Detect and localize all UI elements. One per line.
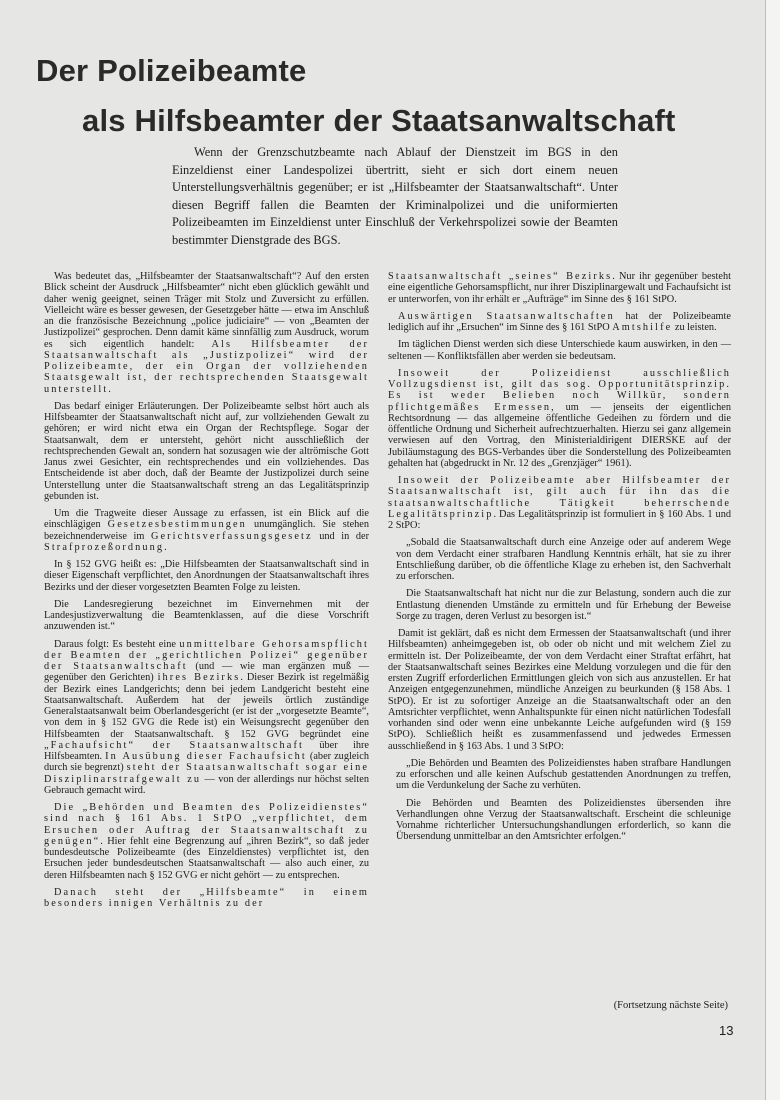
text-segment: Damit ist geklärt, daß es nicht dem Ermessen der Staatsanwaltschaft (und ihrer Hilfsbeamten) anheimgegeben ist, ob oder ob nicht und mit welchem Ziel zu ermitteln ist. Der Polizeibeamte, der von dem Verdacht einer Straftat erfährt, hat der Staatsanwaltschaft seines Bezirkes eine Meldung vorzulegen und die für den ersten Zugriff erforderlichen Ermittlungen gleich von sich aus anzustellen. Er hat Anzeigen entgegenzunehmen, mündliche Anzeigen zu beurkunden (§ 158 Abs. 1 StPO). Er ist zu sofortiger Anzeige an die Staatsanwaltschaft oder an den Amtsrichter verpflichtet, wenn Anhaltspunkte für einen nicht natürlichen Todesfall vorhanden sind oder wenn eine unbekannte Leiche aufgefunden wird (§ 159 StPO). Schließlich heißt es zusammenfassend und jedwedes Ermessen ausschließend in § 163 Abs. 1 und 3 StPO:: [388, 628, 731, 752]
paragraph: [388, 339, 731, 362]
emphasized-text: Strafprozeßordnung: [44, 541, 165, 553]
text-segment: „Die Behörden und Beamten des Polizeidienstes haben strafbare Handlungen zu erforschen und alle keinen Aufschub gestattenden Anordnungen zu treffen, um die Verdunkelung der Sache zu verhüten.: [396, 757, 731, 792]
text-segment: (aber zugleich durch sie begrenzt): [44, 751, 369, 774]
emphasized-text: Als Hilfsbeamter der Staatsanwaltschaft als „Justizpolizei“ wird der Polizeibeamte, der ein Organ der vollziehenden Staatsgewalt ist, der rechtsprechenden Staatsgewalt unterstellt.: [44, 338, 369, 395]
emphasized-text: Die „Behörden und Beamten des Polizeidienstes“ sind nach § 161 Abs. 1 StPO „verpflichtet, dem Ersuchen oder Auftrag der Staatsanwaltschaft zu genügen“: [44, 802, 369, 847]
intro-paragraph: Wenn der Grenzschutzbeamte nach Ablauf der Dienstzeit im BGS in den Einzeldienst einer Landespolizei übertritt, sieht er sich dort einem neuen Unterstellungsverhältnis gegenüber; er ist „Hilfsbeamter der Staatsanwaltschaft“. Unter diesen Begriff fallen die Beamten der Kriminalpolizei und die uniformierten Polizeibeamten im Einzeldienst unter Einschluß der Verkehrspolizei sowie der Beamten bestimmter Dienstgrade des BGS.: [172, 145, 618, 247]
text-segment: über ihre Hilfsbeamten.: [44, 739, 369, 762]
text-segment: Die Landesregierung bezeichnet im Einvernehmen mit der Landesjustizverwaltung die Beamtenklassen, auf die diese Vorschrift anzuwenden ist.“: [44, 598, 369, 633]
text-segment: . Nur ihr gegenüber besteht eine eigentliche Gehorsamspflicht, nur ihrer Disziplinargewalt und Fachaufsicht ist er unterworfen, von ihr erhält er „Aufträge“ im Sinne des § 161 StPO.: [388, 271, 731, 305]
paragraph: [388, 368, 731, 469]
continuation-note: (Fortsetzung nächste Seite): [613, 1000, 728, 1011]
text-segment: Im täglichen Dienst werden sich diese Unterschiede kaum auswirken, in den — seltenen — Konfliktsfällen aber werden sie bedeutsam.: [388, 339, 731, 362]
text-segment: unumgänglich. Sie stehen bezeichnenderweise im: [44, 519, 370, 542]
paragraph: [44, 271, 369, 395]
emphasized-text: Insoweit der Polizeibeamte aber Hilfsbeamter der Staatsanwaltschaft ist, gilt auch für ihn das die staatsanwaltschaftliche Tätigkeit beherrschende Legalitätsprinzip: [388, 475, 731, 520]
paragraph: [388, 271, 731, 305]
emphasized-text: unmittelbare Gehorsamspflicht der Beamten der „gerichtlichen Polizei“ gegenüber der Staatsanwaltschaft: [44, 638, 369, 672]
text-segment: Die Behörden und Beamten des Polizeidienstes übersenden ihre Verhandlungen ohne Verzug der Staatsanwaltschaft. Erscheint die schleunige Vornahme richterlicher Untersuchungshandlungen erforderlich, so kann die Übersendung unmittelbar an den Amtsrichter erfolgen.“: [396, 797, 731, 843]
right-column: [388, 271, 731, 849]
quoted-statute: [396, 537, 731, 582]
text-segment: und in der: [312, 530, 370, 542]
paragraph: [388, 628, 731, 752]
emphasized-text: In Ausübung dieser Fachaufsicht: [105, 751, 307, 762]
page-number: 13: [719, 1023, 734, 1038]
paragraph: [388, 311, 731, 334]
text-segment: , um — jenseits der eigentlichen Rechtsordnung — das allgemeine öffentliche Gedeihen zu fördern und die öffentliche Ordnung und Sicherheit aufrechtzuerhalten. Hierzu sei ganz allgemein verwiesen auf den Vortrag, den Ministerialdirigent DIERSKE auf der Jubiläumstagung des BGS-Verbandes über die Sonderstellung des Polizeibeamten gehalten hat (abgedruckt in Nr. 12 des „Grenzjäger“ 1961).: [388, 401, 731, 469]
paragraph: [44, 887, 369, 910]
emphasized-text: Danach steht der „Hilfsbeamte“ in einem besonders innigen Verhältnis zu der: [44, 886, 369, 909]
text-segment: In § 152 GVG heißt es: „Die Hilfsbeamten der Staatsanwaltschaft sind in dieser Eigenschaft verpflichtet, den Anordnungen der Staatsanwaltschaft ihres Bezirks und der dieser vorgesetzten Beamten Folge zu leisten.: [44, 559, 369, 593]
quoted-statute: [396, 798, 731, 843]
paragraph: [44, 559, 369, 593]
text-segment: — von der allerdings nur höchst selten Gebrauch gemacht wird.: [44, 773, 369, 796]
paragraph: [44, 639, 369, 797]
title-line-1: Der Polizeibeamte: [36, 53, 307, 88]
quoted-statute: [396, 758, 731, 792]
text-segment: . Das Legalitätsprinzip ist formuliert in § 160 Abs. 1 und 2 StPO:: [388, 508, 731, 531]
left-column: [44, 271, 369, 915]
text-segment: . Dieser Bezirk ist regelmäßig der Bezirk eines Landgerichts; denn bei jedem Landgericht besteht eine Staatsanwaltschaft. Außerdem hat der jeweils örtlich zuständige Generalstaatsanwalt beim Oberlandesgericht (er ist der „vorgesetzte Beamte“, von dem in § 152 GVG die Rede ist) ein Weisungsrecht gegenüber den Hilfsbeamten der Staatsanwaltschaft. § 152 GVG begründet eine: [44, 672, 370, 740]
emphasized-text: Gesetzesbestimmungen: [107, 519, 247, 531]
paragraph: [388, 475, 731, 531]
emphasized-text: Insoweit der Polizeidienst ausschließlich Vollzugsdienst ist, gilt das sog. Opportunitätsprinzip. Es ist weder Belieben noch Willkür, sondern pflichtgemäßes Ermessen: [388, 367, 731, 413]
text-segment: hat der Polizeibeamte lediglich auf ihr „Ersuchen“ im Sinne des § 161 StPO: [388, 310, 731, 333]
title-line-2: als Hilfsbeamter der Staatsanwaltschaft: [82, 103, 676, 138]
emphasized-text: Gerichtsverfassungsgesetz: [150, 530, 313, 542]
emphasized-text: „Fachaufsicht“ der Staatsanwaltschaft: [44, 739, 304, 751]
emphasized-text: ihres Bezirks: [157, 672, 241, 684]
paragraph: [44, 508, 369, 553]
text-segment: (und — wie man ergänzen muß — gegenüber den Gerichten): [44, 661, 369, 684]
emphasized-text: Auswärtigen Staatsanwaltschaften: [398, 310, 615, 322]
text-segment: . Hier fehlt eine Begrenzung auf „ihren Bezirk“, so daß jeder bundesdeutsche Polizeibeamte (des Einzeldienstes) verpflichtet ist, den Ersuchen jeder bundesdeutschen Staatsanwaltschaft — also auch einer, zu deren Hilfsbeamten nach § 152 GVG er nicht gehört — zu entsprechen.: [44, 835, 369, 881]
text-segment: .: [164, 541, 167, 553]
text-segment: Das bedarf einiger Erläuterungen. Der Polizeibeamte selbst hört auch als Hilfsbeamter der Staatsanwaltschaft nicht auf, zur vollziehenden Gewalt zu gehören; er wird nicht etwa ein Organ der Rechtspflege. Sogar der Staatsanwalt, dem er untersteht, gehört nicht ausschließlich der rechtsprechenden Gewalt an, sondern hat sozusagen wie der altrömische Gott Janus zwei Gesichter, ein rechtsprechendes und ein vollziehendes. Das Entscheidende ist aber doch, daß der Beamte der Justizpolizei durch seine Unterstellung unter die Staatsanwaltschaft streng an das Legalitätsprinzip gebunden ist.: [44, 400, 369, 502]
text-segment: Was bedeutet das, „Hilfsbeamter der Staatsanwaltschaft“? Auf den ersten Blick scheint der Ausdruck „Hilfsbeamter“ nicht eben glücklich gewählt und daher wenig geeignet, seinen Träger mit Stolz und Zuversicht zu erfüllen. Vielleicht wäre es besser gewesen, der Gesetzgeber hätte — etwa im Anschluß an die französische Bezeichnung „police judiciaire“ — von „Beamten der Justizpolizei“ gesprochen. Denn damit käme sinnfällig zum Ausdruck, worum es sich eigentlich handelt:: [44, 271, 369, 350]
paragraph: [44, 802, 369, 881]
text-segment: „Sobald die Staatsanwaltschaft durch eine Anzeige oder auf anderem Wege von dem Verdacht einer strafbaren Handlung Kenntnis erhält, hat sie zu ihrer Entschließung darüber, ob die öffentliche Klage zu erheben ist, den Sachverhalt zu erforschen.: [396, 537, 731, 582]
emphasized-text: Staatsanwaltschaft „seines“ Bezirks: [388, 271, 613, 282]
page-edge: [765, 0, 780, 1100]
paragraph: [44, 401, 369, 502]
emphasized-text: Amtshilfe: [612, 322, 673, 333]
text-segment: zu leisten.: [672, 322, 717, 333]
text-segment: Die Staatsanwaltschaft hat nicht nur die zur Belastung, sondern auch die zur Entlastung dienenden Umstände zu ermitteln und für Erhebung der Beweise Sorge zu tragen, deren Verlust zu besorgen ist.“: [396, 588, 731, 622]
paragraph: [44, 599, 369, 633]
emphasized-text: steht der Staatsanwaltschaft sogar eine Disziplinarstrafgewalt zu: [44, 762, 370, 785]
quoted-statute: [396, 588, 731, 622]
text-segment: Um die Tragweite dieser Aussage zu erfassen, ist ein Blick auf die einschlägigen: [44, 508, 369, 531]
text-segment: Daraus folgt: Es besteht eine: [54, 638, 180, 650]
